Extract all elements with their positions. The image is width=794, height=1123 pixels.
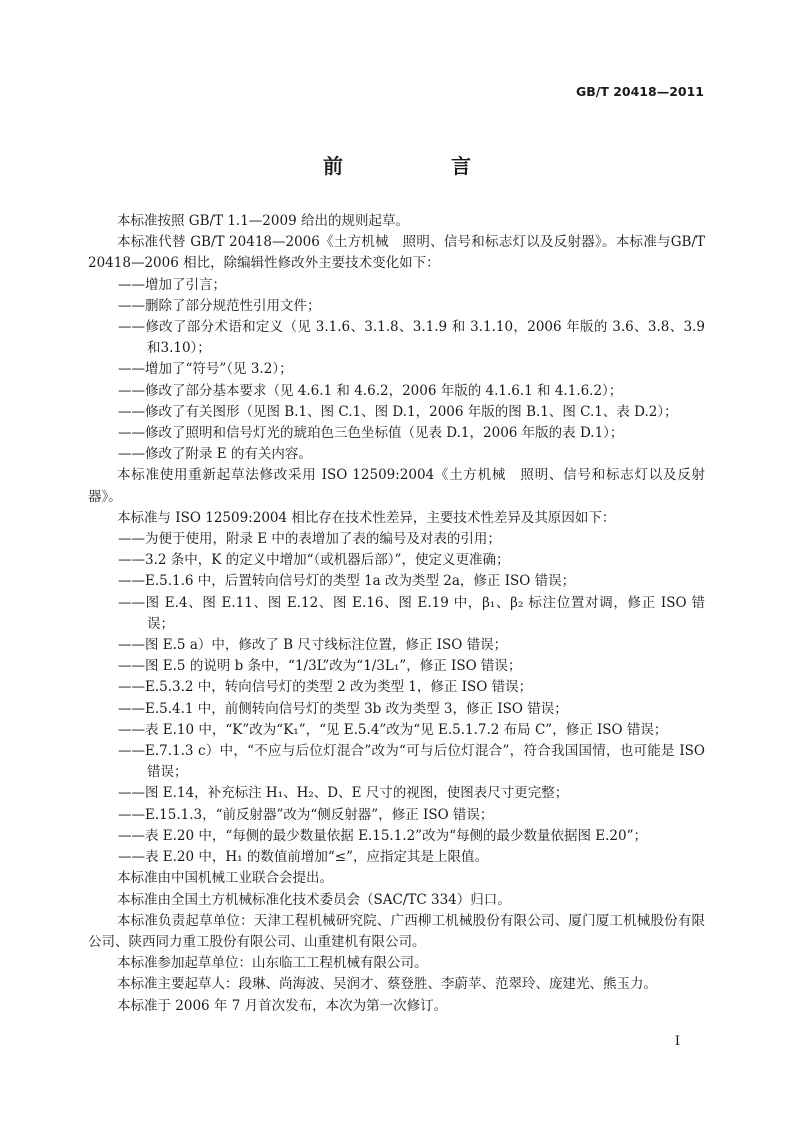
list-item: ——修改了附录 E 的有关内容。 bbox=[118, 446, 312, 463]
list-item: ——3.2 条中，K 的定义中增加“（或机器后部）”，使定义更准确； bbox=[118, 552, 510, 569]
standard-code: GB/T 20418—2011 bbox=[575, 84, 704, 99]
list-item: ——修改了部分基本要求（见 4.6.1 和 4.6.2，2006 年版的 4.1.6.1 和 4.1.6.2）； bbox=[118, 382, 623, 399]
list-item: ——E.15.1.3，“前反射器”改为“侧反射器”，修正 ISO 错误； bbox=[118, 806, 494, 823]
paragraph: 本标准代替 GB/T 20418—2006《土方机械 照明、信号和标志灯以及反射器》。本标准与GB/T 20418—2006 相比，除编辑性修改外主要技术变化如下： bbox=[88, 234, 705, 272]
list-item: ——图 E.5 的说明 b 条中，“1/3L”改为“1/3L₁”，修正 ISO 错误； bbox=[118, 658, 522, 675]
document-body bbox=[88, 211, 705, 1017]
list-item: ——E.7.1.3 c）中，“不应与后位灯混合”改为“可与后位灯混合”，符合我国国情，也可能是 ISO 错误； bbox=[118, 743, 705, 781]
list-item: ——增加了引言； bbox=[118, 276, 226, 293]
paragraph: 本标准负责起草单位：天津工程机械研究院、广西柳工机械股份有限公司、厦门厦工机械股份有限公司、陕西同力重工股份有限公司、山重建机有限公司。 bbox=[88, 912, 705, 950]
paragraph: 本标准由全国土方机械标准化技术委员会（SAC/TC 334）归口。 bbox=[117, 891, 511, 908]
paragraph: 本标准与 ISO 12509:2004 相比存在技术性差异，主要技术性差异及其原因如下： bbox=[117, 509, 616, 526]
list-item: ——表 E.10 中，“K”改为“K₁”，“见 E.5.4”改为“见 E.5.1.7.2 布局 C”，修正 ISO 错误； bbox=[118, 721, 668, 738]
list-item: ——为便于使用，附录 E 中的表增加了表的编号及对表的引用； bbox=[118, 531, 501, 548]
list-item: ——图 E.5 a）中，修改了 B 尺寸线标注位置，修正 ISO 错误； bbox=[118, 637, 508, 654]
list-item: ——修改了有关图形（见图 B.1、图 C.1、图 D.1，2006 年版的图 B.1、图 C.1、表 D.2）； bbox=[118, 403, 678, 420]
paragraph: 本标准于 2006 年 7 月首次发布，本次为第一次修订。 bbox=[117, 997, 448, 1014]
list-item: ——图 E.14，补充标注 H₁、H₂、D、E 尺寸的视图，使图表尺寸更完整； bbox=[118, 785, 569, 802]
page-title: 前 言 bbox=[323, 154, 515, 178]
paragraph: 本标准使用重新起草法修改采用 ISO 12509:2004《土方机械 照明、信号和标志灯以及反射器》。 bbox=[88, 467, 705, 505]
paragraph: 本标准由中国机械工业联合会提出。 bbox=[117, 870, 333, 887]
list-item: ——E.5.1.6 中，后置转向信号灯的类型 1a 改为类型 2a，修正 ISO 错误； bbox=[118, 573, 576, 590]
list-item: ——E.5.4.1 中，前侧转向信号灯的类型 3b 改为类型 3，修正 ISO 错误； bbox=[118, 700, 568, 717]
list-item: ——表 E.20 中，H₁ 的数值前增加“≤”，应指定其是上限值。 bbox=[118, 849, 488, 866]
list-item: ——删除了部分规范性引用文件； bbox=[118, 297, 321, 314]
list-item: ——图 E.4、图 E.11、图 E.12、图 E.16、图 E.19 中，β₁、β₂ 标注位置对调，修正 ISO 错误； bbox=[118, 594, 705, 632]
paragraph: 本标准按照 GB/T 1.1—2009 给出的规则起草。 bbox=[117, 213, 409, 229]
list-item: ——表 E.20 中，“每侧的最少数量依据 E.15.1.2”改为“每侧的最少数量依据图 E.20”； bbox=[118, 827, 648, 844]
list-item: ——增加了“符号”（见 3.2）； bbox=[118, 361, 293, 378]
list-item: ——修改了部分术语和定义（见 3.1.6、3.1.8、3.1.9 和 3.1.10，2006 年版的 3.6、3.8、3.9 和3.10）； bbox=[118, 319, 705, 357]
paragraph: 本标准主要起草人：段琳、尚海波、吴润才、蔡登胜、李蔚苹、范翠玲、庞建光、熊玉力。 bbox=[117, 976, 657, 993]
list-item: ——修改了照明和信号灯光的琥珀色三色坐标值（见表 D.1，2006 年版的表 D.1）； bbox=[118, 425, 624, 442]
page-number: I bbox=[674, 1034, 680, 1049]
paragraph: 本标准参加起草单位：山东临工工程机械有限公司。 bbox=[117, 955, 428, 972]
list-item: ——E.5.3.2 中，转向信号灯的类型 2 改为类型 1，修正 ISO 错误； bbox=[118, 679, 533, 696]
